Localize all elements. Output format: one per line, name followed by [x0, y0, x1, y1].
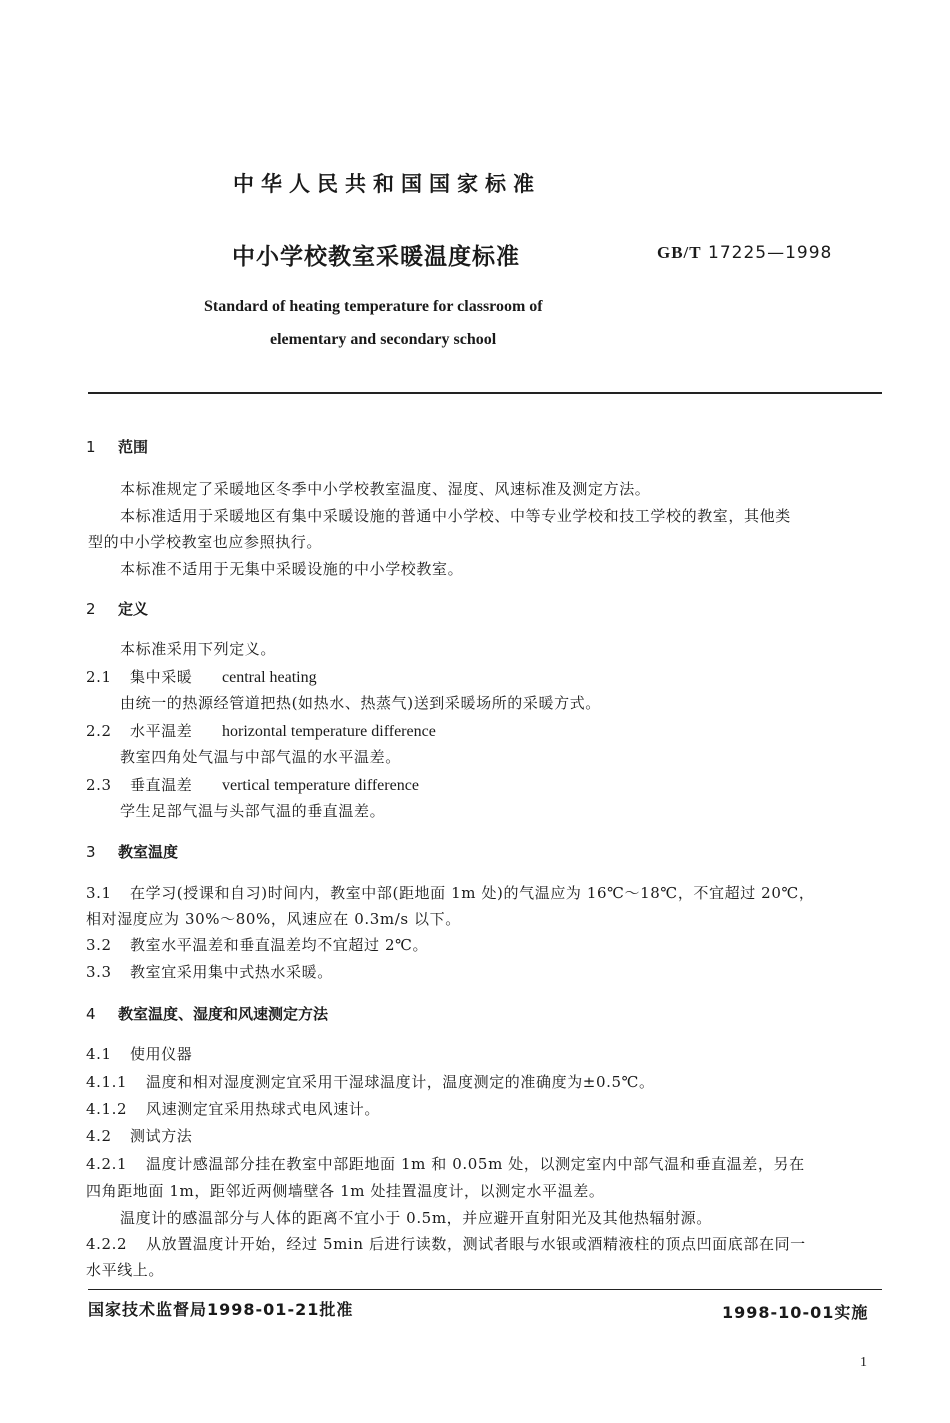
clause-3-3: [86, 961, 333, 982]
clause-4-2-1: [86, 1153, 805, 1174]
section-number: 2: [86, 600, 96, 618]
section-title: 范围: [118, 438, 149, 456]
clause-number: 3.3: [86, 963, 112, 981]
footer-rule: [88, 1289, 882, 1290]
term-cn: 水平温差: [130, 722, 193, 740]
section-number: 3: [86, 843, 96, 861]
section-title: 教室温度: [118, 843, 179, 861]
clause-3-1: [86, 882, 814, 903]
paragraph-continued: 型的中小学校教室也应参照执行。: [88, 533, 323, 551]
clause-number: 4.1: [86, 1045, 112, 1063]
section-number: 4: [86, 1005, 96, 1023]
clause-text: 温度计感温部分挂在教室中部距地面 1m 和 0.05m 处，以测定室内中部气温和垂直温差，另在: [146, 1155, 805, 1173]
paragraph: 本标准不适用于无集中采暖设施的中小学校教室。: [120, 560, 464, 578]
clause-text-continued: 四角距地面 1m，距邻近两侧墙壁各 1m 处挂置温度计，以测定水平温差。: [86, 1182, 605, 1200]
clause-number: 4.1.1: [86, 1073, 128, 1091]
clause-number: 3.1: [86, 884, 112, 902]
term-en: horizontal temperature difference: [222, 723, 436, 740]
clause-text: 使用仪器: [130, 1045, 193, 1063]
header-rule: [88, 392, 882, 394]
definition-text: 由统一的热源经管道把热(如热水、热蒸气)送到采暖场所的采暖方式。: [120, 694, 601, 712]
term-cn: 集中采暖: [130, 668, 193, 686]
section-number: 1: [86, 438, 96, 456]
page-number: 1: [860, 1355, 867, 1370]
paragraph: 本标准规定了采暖地区冬季中小学校教室温度、湿度、风速标准及测定方法。: [120, 480, 651, 498]
paragraph: 温度计的感温部分与人体的距离不宜小于 0.5m，并应避开直射阳光及其他热辐射源。: [120, 1209, 712, 1227]
clause-number: 4.2.1: [86, 1155, 128, 1173]
clause-4-2: [86, 1125, 192, 1146]
definition-text: 教室四角处气温与中部气温的水平温差。: [120, 748, 401, 766]
definition-2-3: [86, 774, 419, 795]
clause-text: 教室宜采用集中式热水采暖。: [130, 963, 333, 981]
clause-4-1: [86, 1043, 192, 1064]
paragraph: 本标准适用于采暖地区有集中采暖设施的普通中小学校、中等专业学校和技工学校的教室，其他类: [120, 507, 791, 525]
effective-date: 1998-10-01实施: [722, 1303, 869, 1322]
section-title: 定义: [118, 600, 149, 618]
term-en: central heating: [222, 669, 317, 686]
section-3-heading: [86, 841, 178, 862]
standard-code-prefix: GB/T: [657, 243, 702, 262]
clause-4-1-1: [86, 1071, 655, 1092]
clause-4-2-2: [86, 1233, 806, 1254]
standard-code-number: 17225—1998: [708, 243, 833, 263]
clause-text: 教室水平温差和垂直温差均不宜超过 2℃。: [130, 936, 429, 954]
standard-title-en-line1: Standard of heating temperature for classroom of: [204, 298, 543, 315]
definition-2-2: [86, 720, 436, 741]
clause-text: 温度和相对湿度测定宜采用干湿球温度计，温度测定的准确度为±0.5℃。: [146, 1073, 655, 1091]
clause-number: 2.3: [86, 776, 112, 794]
definition-text: 学生足部气温与头部气温的垂直温差。: [120, 802, 386, 820]
clause-text: 风速测定宜采用热球式电风速计。: [146, 1100, 381, 1118]
clause-3-2: [86, 934, 428, 955]
clause-text-continued: 相对湿度应为 30%～80%，风速应在 0.3m/s 以下。: [86, 910, 461, 928]
clause-text: 从放置温度计开始，经过 5min 后进行读数，测试者眼与水银或酒精液柱的顶点凹面底部在同一: [146, 1235, 806, 1253]
standard-title-cn: 中小学校教室采暖温度标准: [232, 244, 520, 270]
clause-number: 3.2: [86, 936, 112, 954]
national-standard-heading: 中华人民共和国国家标准: [233, 172, 541, 196]
clause-4-1-2: [86, 1098, 380, 1119]
section-1-heading: [86, 436, 148, 457]
clause-text: 在学习(授课和自习)时间内，教室中部(距地面 1m 处)的气温应为 16℃～18℃，不宜超过 20℃，: [130, 884, 815, 902]
clause-number: 4.2: [86, 1127, 112, 1145]
clause-number: 4.2.2: [86, 1235, 128, 1253]
section-2-heading: [86, 598, 148, 619]
section-title: 教室温度、湿度和风速测定方法: [118, 1005, 329, 1023]
definition-2-1: [86, 666, 317, 687]
clause-number: 2.1: [86, 668, 112, 686]
clause-number: 4.1.2: [86, 1100, 128, 1118]
term-en: vertical temperature difference: [222, 777, 419, 794]
approval-date: 国家技术监督局1998-01-21批准: [88, 1300, 354, 1319]
standard-code: [657, 243, 832, 263]
paragraph: 本标准采用下列定义。: [120, 640, 277, 658]
clause-text: 测试方法: [130, 1127, 193, 1145]
section-4-heading: [86, 1003, 328, 1024]
term-cn: 垂直温差: [130, 776, 193, 794]
clause-text-continued: 水平线上。: [86, 1261, 165, 1279]
clause-number: 2.2: [86, 722, 112, 740]
standard-title-en-line2: elementary and secondary school: [270, 331, 497, 348]
